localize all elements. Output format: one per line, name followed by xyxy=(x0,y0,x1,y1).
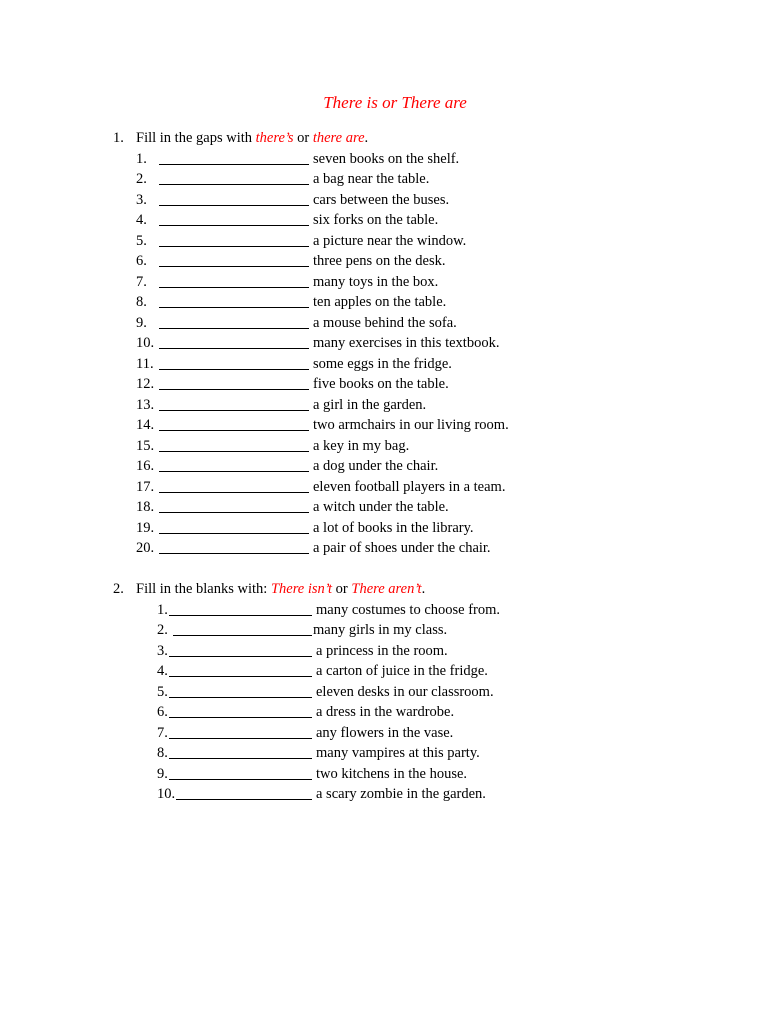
question-item xyxy=(0,395,768,416)
answer-blank[interactable] xyxy=(159,357,309,370)
question-number: 7. xyxy=(157,724,168,741)
answer-blank[interactable] xyxy=(159,541,309,554)
question-number: 13. xyxy=(136,396,155,413)
exercise-number: 1. xyxy=(113,130,124,146)
answer-blank[interactable] xyxy=(159,275,309,288)
answer-blank[interactable] xyxy=(169,767,312,780)
question-item xyxy=(0,743,768,764)
answer-blank[interactable] xyxy=(169,746,312,759)
exercise-instruction xyxy=(0,579,768,600)
question-number: 5. xyxy=(136,232,147,249)
question-item xyxy=(0,682,768,703)
question-text: many vampires at this party. xyxy=(316,745,480,761)
question-text: many exercises in this textbook. xyxy=(313,335,500,351)
option-b: there are xyxy=(312,130,365,146)
question-item xyxy=(0,210,768,231)
exercise-section-1 xyxy=(0,128,768,559)
question-item xyxy=(0,231,768,252)
question-text: a pair of shoes under the chair. xyxy=(313,540,491,556)
question-item xyxy=(0,477,768,498)
question-number: 3. xyxy=(157,642,168,659)
question-number: 1. xyxy=(157,601,168,618)
question-number: 16. xyxy=(136,458,155,474)
question-text: a dog under the chair. xyxy=(313,458,439,474)
answer-blank[interactable] xyxy=(159,254,309,267)
question-text: a lot of books in the library. xyxy=(313,519,474,536)
question-number: 2. xyxy=(136,171,147,187)
answer-blank[interactable] xyxy=(159,377,309,390)
question-text: eleven football players in a team. xyxy=(313,478,506,495)
question-number: 18. xyxy=(136,499,155,515)
answer-blank[interactable] xyxy=(159,234,309,247)
question-text: a princess in the room. xyxy=(316,642,448,659)
instruction-text xyxy=(136,128,368,149)
question-item xyxy=(0,313,768,334)
question-item xyxy=(0,190,768,211)
instruction-prefix: Fill in the blanks with: xyxy=(136,581,271,597)
answer-blank[interactable] xyxy=(159,500,309,513)
question-text: a bag near the table. xyxy=(313,171,430,187)
question-item xyxy=(0,374,768,395)
answer-blank[interactable] xyxy=(159,172,309,185)
answer-blank[interactable] xyxy=(169,705,312,718)
answer-blank[interactable] xyxy=(173,623,312,636)
question-text: five books on the table. xyxy=(313,376,449,392)
question-item xyxy=(0,702,768,723)
question-text: three pens on the desk. xyxy=(313,253,446,269)
question-number: 1. xyxy=(136,150,147,167)
question-item xyxy=(0,497,768,518)
answer-blank[interactable] xyxy=(159,295,309,308)
question-number: 6. xyxy=(157,704,168,720)
question-text: many girls in my class. xyxy=(313,622,448,638)
exercise-section-2 xyxy=(0,579,768,805)
question-number: 14. xyxy=(136,417,155,433)
question-number: 5. xyxy=(157,683,168,700)
question-number: 2. xyxy=(157,622,168,638)
question-number: 17. xyxy=(136,478,155,495)
question-item xyxy=(0,251,768,272)
answer-blank[interactable] xyxy=(169,603,312,616)
answer-blank[interactable] xyxy=(159,480,309,493)
option-a: There isn’t xyxy=(270,581,333,597)
question-item xyxy=(0,415,768,436)
question-number: 4. xyxy=(136,212,147,228)
question-number: 9. xyxy=(136,314,147,331)
question-text: eleven desks in our classroom. xyxy=(316,683,494,700)
question-list xyxy=(0,149,768,559)
question-text: a key in my bag. xyxy=(313,437,410,454)
question-item xyxy=(0,272,768,293)
question-text: many costumes to choose from. xyxy=(316,601,501,618)
question-number: 10. xyxy=(136,335,155,351)
question-item xyxy=(0,149,768,170)
answer-blank[interactable] xyxy=(169,664,312,677)
question-text: seven books on the shelf. xyxy=(313,150,460,167)
question-item xyxy=(0,292,768,313)
answer-blank[interactable] xyxy=(159,193,309,206)
answer-blank[interactable] xyxy=(159,316,309,329)
question-text: cars between the buses. xyxy=(313,191,450,208)
answer-blank[interactable] xyxy=(159,336,309,349)
question-item xyxy=(0,764,768,785)
answer-blank[interactable] xyxy=(169,726,312,739)
question-text: any flowers in the vase. xyxy=(316,724,454,741)
instruction-connector: or xyxy=(332,581,352,597)
question-item xyxy=(0,723,768,744)
answer-blank[interactable] xyxy=(169,644,312,657)
question-text: a witch under the table. xyxy=(313,499,449,515)
question-item xyxy=(0,538,768,559)
question-text: six forks on the table. xyxy=(313,212,439,228)
question-number: 8. xyxy=(136,294,147,310)
question-number: 20. xyxy=(136,540,155,556)
exercise-instruction xyxy=(0,128,768,149)
question-item xyxy=(0,641,768,662)
answer-blank[interactable] xyxy=(169,685,312,698)
question-number: 15. xyxy=(136,437,155,454)
question-number: 19. xyxy=(136,519,155,536)
question-item xyxy=(0,620,768,641)
instruction-suffix: . xyxy=(364,130,369,146)
page-title: There is or There are xyxy=(323,93,467,112)
instruction-prefix: Fill in the gaps with xyxy=(136,130,256,146)
question-item xyxy=(0,518,768,539)
answer-blank[interactable] xyxy=(159,152,309,165)
instruction-suffix: . xyxy=(421,581,426,597)
question-number: 3. xyxy=(136,191,147,208)
instruction-connector: or xyxy=(293,130,313,146)
question-number: 10. xyxy=(157,786,176,802)
question-item xyxy=(0,456,768,477)
answer-blank[interactable] xyxy=(159,439,309,452)
question-text: many toys in the box. xyxy=(313,273,439,290)
question-item xyxy=(0,169,768,190)
option-b: There aren’t xyxy=(351,581,422,597)
question-number: 11. xyxy=(136,355,154,372)
question-text: some eggs in the fridge. xyxy=(313,355,452,372)
question-text: a dress in the wardrobe. xyxy=(316,704,455,720)
instruction-text xyxy=(136,579,425,600)
answer-blank[interactable] xyxy=(159,213,309,226)
answer-blank[interactable] xyxy=(159,398,309,411)
question-item xyxy=(0,436,768,457)
question-number: 7. xyxy=(136,273,147,290)
answer-blank[interactable] xyxy=(159,418,309,431)
question-number: 12. xyxy=(136,376,155,392)
question-text: a scary zombie in the garden. xyxy=(316,786,486,802)
question-number: 4. xyxy=(157,663,168,679)
question-item xyxy=(0,661,768,682)
question-number: 6. xyxy=(136,253,147,269)
question-item xyxy=(0,333,768,354)
answer-blank[interactable] xyxy=(176,787,312,800)
question-text: two kitchens in the house. xyxy=(316,765,468,782)
question-item xyxy=(0,784,768,805)
question-text: a mouse behind the sofa. xyxy=(313,314,457,331)
question-text: two armchairs in our living room. xyxy=(313,417,509,433)
option-a: there’s xyxy=(255,130,294,146)
answer-blank[interactable] xyxy=(159,459,309,472)
question-number: 9. xyxy=(157,765,168,782)
question-text: ten apples on the table. xyxy=(313,294,447,310)
exercise-number: 2. xyxy=(113,581,124,597)
question-number: 8. xyxy=(157,745,168,761)
question-list xyxy=(0,600,768,805)
question-item xyxy=(0,354,768,375)
question-text: a girl in the garden. xyxy=(313,396,427,413)
question-item xyxy=(0,600,768,621)
answer-blank[interactable] xyxy=(159,521,309,534)
question-text: a carton of juice in the fridge. xyxy=(316,663,488,679)
question-text: a picture near the window. xyxy=(313,232,467,249)
